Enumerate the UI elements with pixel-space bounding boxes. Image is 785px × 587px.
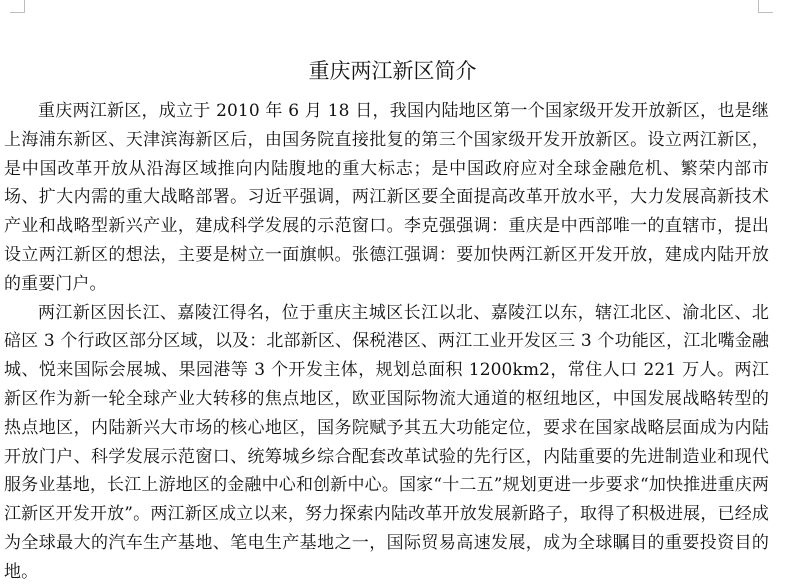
paragraph-geography: 两江新区因长江、嘉陵江得名，位于重庆主城区长江以北、嘉陵江以东，辖江北区、渝北区、北碚区 3 个行政区部分区域，以及：北部新区、保税港区、两江工业开发区三 3 个功能区，江北嘴金融城、悦来国际会展城、果园港等 3 个开发主体，规划总面积 1200km2，常住人口 221 万人。两江新区作为新一轮全球产业大转移的焦点地区，欧亚国际物流大通道的枢纽地区，中国发展战略转型的热点地区，内陆新兴大市场的核心地区，国务院赋予其五大功能定位，要求在国家战略层面成为内陆开放门户、科学发展示范窗口、统筹城乡综合配套改革试验的先行区，内陆重要的先进制造业和现代服务业基地，长江上游地区的金融中心和创新中心。国家“十二五”规划更进一步要求“加快推进重庆两江新区开发开放”。两江新区成立以来，努力探索内陆改革开放发展新路子，取得了积极进展，已经成为全球最大的汽车生产基地、笔电生产基地之一，国际贸易高速发展，成为全球瞩目的重要投资目的地。 — [4, 302, 769, 582]
crop-mark-top-right — [758, 0, 773, 13]
paragraph-intro: 重庆两江新区，成立于 2010 年 6 月 18 日，我国内陆地区第一个国家级开发开放新区，也是继上海浦东新区、天津滨海新区后，由国务院直接批复的第三个国家级开发开放新区。设立两江新区，是中国改革开放从沿海区域推向内陆腹地的重大标志；是中国政府应对全球金融危机、繁荣内部市场、扩大内需的重大战略部署。习近平强调，两江新区要全面提高改革开放水平，大力发展高新技术产业和战略型新兴产业，建成科学发展的示范窗口。李克强强调：重庆是中西部唯一的直辖市，提出设立两江新区的想法，主要是树立一面旗帜。张德江强调：要加快两江新区开发开放，建成内陆开放的重要门户。 — [4, 101, 769, 294]
document-title: 重庆两江新区简介 — [308, 59, 477, 83]
document-body — [4, 97, 769, 587]
crop-mark-top-left — [10, 0, 25, 13]
